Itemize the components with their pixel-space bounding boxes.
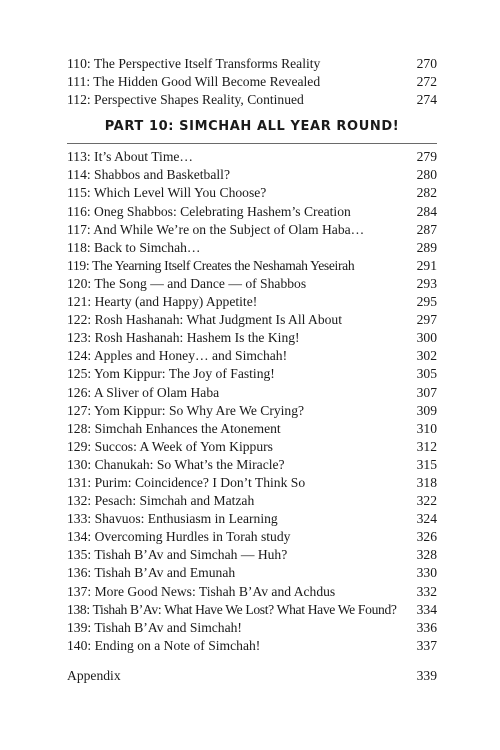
- toc-entry-title: 112: Perspective Shapes Reality, Continued: [67, 92, 304, 108]
- toc-entry-title: 139: Tishah B’Av and Simchah!: [67, 619, 242, 635]
- toc-entry-page: 291: [416, 257, 437, 273]
- toc-entry-page: 282: [416, 185, 437, 201]
- toc-entry-page: 289: [416, 239, 437, 255]
- toc-entry[interactable]: [67, 583, 437, 601]
- toc-entry-title: 122: Rosh Hashanah: What Judgment Is All About: [67, 312, 343, 328]
- toc-entry[interactable]: [67, 637, 437, 655]
- toc-entry-title: 111: The Hidden Good Will Become Revealed: [67, 74, 321, 90]
- toc-entry[interactable]: [67, 601, 437, 619]
- toc-appendix-page: 339: [416, 667, 437, 683]
- toc-entry-title: 124: Apples and Honey… and Simchah!: [67, 348, 288, 364]
- toc-entry[interactable]: [67, 402, 437, 420]
- toc-entry-title: 115: Which Level Will You Choose?: [67, 185, 267, 201]
- toc-entry[interactable]: [67, 203, 437, 221]
- toc-entry-title: 123: Rosh Hashanah: Hashem Is the King!: [67, 330, 300, 346]
- toc-entry-page: 274: [416, 92, 437, 108]
- toc-appendix-title: Appendix: [67, 667, 121, 683]
- toc-entry[interactable]: [67, 474, 437, 492]
- toc-entry-page: 310: [416, 420, 437, 436]
- toc-entry-title: 125: Yom Kippur: The Joy of Fasting!: [67, 366, 275, 382]
- toc-entry-page: 300: [416, 330, 437, 346]
- toc-entry[interactable]: [67, 91, 437, 109]
- toc-entry[interactable]: [67, 311, 437, 329]
- toc-entry-page: 328: [416, 547, 437, 563]
- toc-entry[interactable]: [67, 275, 437, 293]
- toc-entry-title: 118: Back to Simchah…: [67, 239, 201, 255]
- toc-entry[interactable]: [67, 55, 437, 73]
- toc-entry-title: 130: Chanukah: So What’s the Miracle?: [67, 456, 285, 472]
- toc-entry-page: 279: [416, 149, 437, 165]
- toc-entry-title: 121: Hearty (and Happy) Appetite!: [67, 294, 258, 310]
- heading-rule: [67, 143, 437, 144]
- toc-entry-title: 134: Overcoming Hurdles in Torah study: [67, 529, 291, 545]
- toc-entry-title: 127: Yom Kippur: So Why Are We Crying?: [67, 402, 305, 418]
- toc-entry[interactable]: [67, 528, 437, 546]
- toc-top-entries: [67, 55, 437, 109]
- toc-entry-title: 128: Simchah Enhances the Atonement: [67, 420, 281, 436]
- toc-entry-title: 116: Oneg Shabbos: Celebrating Hashem’s Creation: [67, 203, 351, 219]
- toc-entry-title: 132: Pesach: Simchah and Matzah: [67, 493, 255, 509]
- toc-entry-title: 136: Tishah B’Av and Emunah: [67, 565, 236, 581]
- toc-entry-page: 336: [416, 619, 437, 635]
- toc-entry-page: 302: [416, 348, 437, 364]
- toc-entry-title: 140: Ending on a Note of Simchah!: [67, 637, 261, 653]
- toc-entry-page: 270: [416, 56, 437, 71]
- toc-entry[interactable]: [67, 73, 437, 91]
- toc-entry[interactable]: [67, 347, 437, 365]
- toc-entry-page: 280: [416, 167, 437, 183]
- toc-entry-page: 305: [416, 366, 437, 382]
- toc-entry-page: 330: [416, 565, 437, 581]
- toc-entry-title: 135: Tishah B’Av and Simchah — Huh?: [67, 547, 288, 563]
- toc-entry-page: 307: [416, 384, 437, 400]
- toc-entry-page: 315: [416, 456, 437, 472]
- toc-entry-title: 114: Shabbos and Basketball?: [67, 167, 230, 183]
- toc-entry[interactable]: [67, 184, 437, 202]
- toc-entry[interactable]: [67, 492, 437, 510]
- toc-entry-title: 117: And While We’re on the Subject of Olam Haba…: [67, 221, 365, 237]
- toc-entry[interactable]: [67, 365, 437, 383]
- toc-entry-page: 334: [416, 601, 437, 617]
- toc-appendix-entry[interactable]: [67, 667, 437, 685]
- toc-entry-page: 272: [416, 74, 437, 90]
- toc-entry-title: 126: A Sliver of Olam Haba: [67, 384, 220, 400]
- toc-entry-page: 332: [416, 583, 437, 599]
- toc-entry-title: 120: The Song — and Dance — of Shabbos: [67, 275, 307, 291]
- toc-entry-page: 309: [416, 402, 437, 418]
- toc-entry-title: 131: Purim: Coincidence? I Don’t Think So: [67, 474, 306, 490]
- toc-entry-title: 138: Tishah B’Av: What Have We Lost? What Have We Found?: [67, 601, 397, 617]
- table-of-contents: [67, 55, 437, 685]
- toc-entry[interactable]: [67, 239, 437, 257]
- toc-entry-page: 326: [416, 529, 437, 545]
- part-heading: PART 10: SIMCHAH ALL YEAR ROUND!: [104, 119, 400, 135]
- toc-entry-title: 129: Succos: A Week of Yom Kippurs: [67, 438, 273, 454]
- toc-entry-page: 297: [416, 312, 437, 328]
- toc-entry[interactable]: [67, 438, 437, 456]
- toc-entry[interactable]: [67, 510, 437, 528]
- toc-entry[interactable]: [67, 257, 437, 275]
- toc-entry-page: 312: [416, 438, 437, 454]
- toc-entry-title: 113: It’s About Time…: [67, 149, 194, 165]
- toc-entry-title: 110: The Perspective Itself Transforms Reality: [67, 56, 321, 71]
- toc-entry[interactable]: [67, 148, 437, 166]
- toc-entry[interactable]: [67, 546, 437, 564]
- toc-entry-page: 322: [416, 493, 437, 509]
- toc-entry[interactable]: [67, 329, 437, 347]
- toc-entry[interactable]: [67, 384, 437, 402]
- toc-entry[interactable]: [67, 564, 437, 582]
- toc-entry[interactable]: [67, 166, 437, 184]
- toc-entry[interactable]: [67, 619, 437, 637]
- toc-entry-title: 133: Shavuos: Enthusiasm in Learning: [67, 511, 278, 527]
- toc-entry-page: 324: [416, 511, 437, 527]
- toc-entry-title: 119: The Yearning Itself Creates the Neshamah Yeseirah: [67, 257, 355, 273]
- toc-entry[interactable]: [67, 456, 437, 474]
- toc-entry[interactable]: [67, 221, 437, 239]
- toc-entry-page: 293: [416, 275, 437, 291]
- toc-entry-title: 137: More Good News: Tishah B’Av and Achdus: [67, 583, 336, 599]
- toc-entry-page: 284: [416, 203, 437, 219]
- toc-entry[interactable]: [67, 420, 437, 438]
- toc-entry-page: 287: [416, 221, 437, 237]
- toc-part-entries: [67, 148, 437, 655]
- toc-entry-page: 318: [416, 474, 437, 490]
- toc-entry-page: 337: [416, 637, 437, 653]
- toc-entry[interactable]: [67, 293, 437, 311]
- toc-entry-page: 295: [416, 294, 437, 310]
